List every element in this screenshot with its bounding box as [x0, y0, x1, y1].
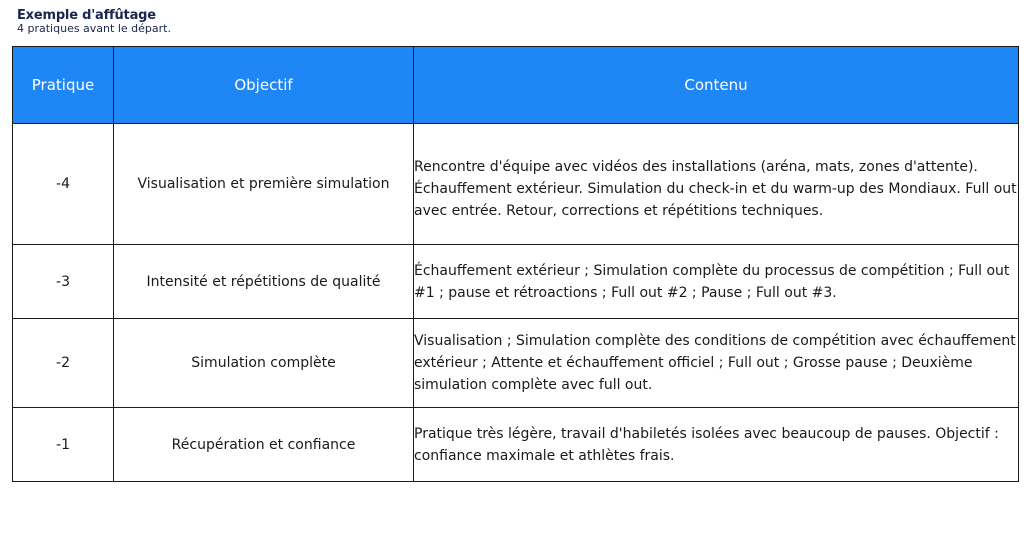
- cell-pratique: -4: [13, 124, 114, 245]
- cell-objectif: Simulation complète: [114, 319, 414, 408]
- document-subtitle: 4 pratiques avant le départ.: [17, 22, 171, 35]
- table-row: [13, 319, 1019, 408]
- table-header-row: [13, 47, 1019, 124]
- cell-objectif: Récupération et confiance: [114, 408, 414, 482]
- document-heading: [17, 9, 171, 35]
- taper-schedule-table: [12, 46, 1019, 482]
- cell-contenu: Échauffement extérieur ; Simulation complète du processus de compétition ; Full out #1 ; pause et rétroactions ; Full out #2 ; Pause ; Full out #3.: [414, 245, 1019, 319]
- cell-pratique: -3: [13, 245, 114, 319]
- header-objectif: Objectif: [114, 47, 414, 124]
- cell-objectif: Intensité et répétitions de qualité: [114, 245, 414, 319]
- cell-objectif: Visualisation et première simulation: [114, 124, 414, 245]
- header-pratique: Pratique: [13, 47, 114, 124]
- header-contenu: Contenu: [414, 47, 1019, 124]
- cell-contenu: Rencontre d'équipe avec vidéos des installations (aréna, mats, zones d'attente). Échauffement extérieur. Simulation du check-in et du warm-up des Mondiaux. Full out avec entrée. Retour, corrections et répétitions techniques.: [414, 124, 1019, 245]
- cell-pratique: -1: [13, 408, 114, 482]
- table-row: [13, 408, 1019, 482]
- table-row: [13, 124, 1019, 245]
- document-title: Exemple d'affûtage: [17, 8, 156, 23]
- cell-pratique: -2: [13, 319, 114, 408]
- cell-contenu: Visualisation ; Simulation complète des conditions de compétition avec échauffement extérieur ; Attente et échauffement officiel ; Full out ; Grosse pause ; Deuxième simulation complète avec full out.: [414, 319, 1019, 408]
- cell-contenu: Pratique très légère, travail d'habiletés isolées avec beaucoup de pauses. Objectif : confiance maximale et athlètes frais.: [414, 408, 1019, 482]
- table-row: [13, 245, 1019, 319]
